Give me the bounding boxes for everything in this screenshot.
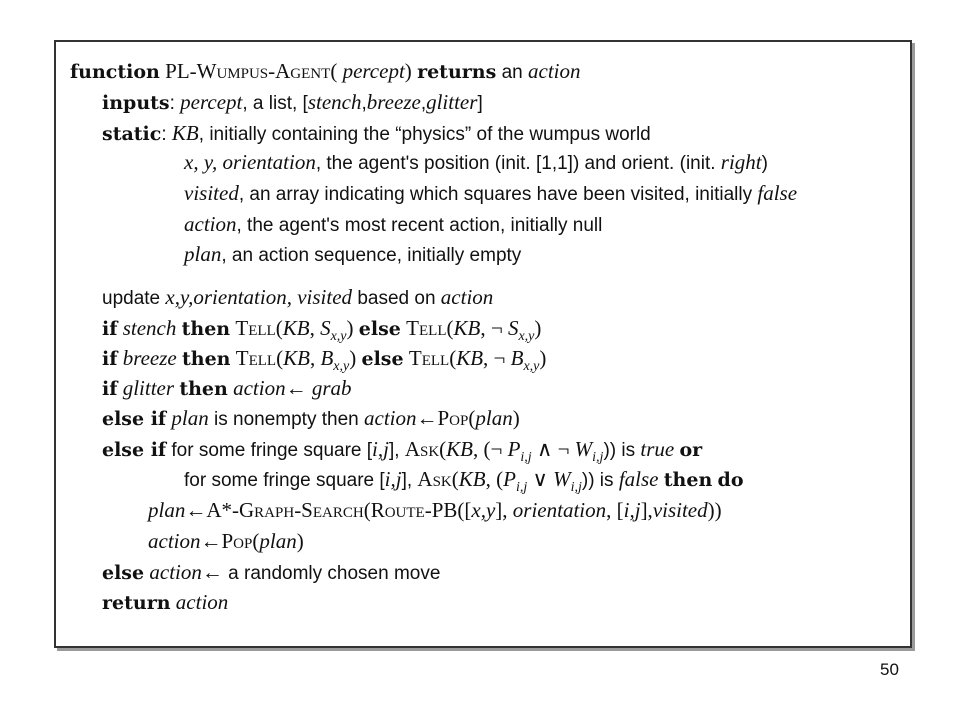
var-kb: KB [458,467,486,491]
text: , the agent's position (init. [1,1]) and orient. (init. [315,153,721,174]
line-function-header [70,59,581,85]
paren: ( [275,316,283,340]
left-arrow-icon: ← [201,560,223,584]
fn-tell: Tell [235,316,276,340]
text: ], [401,470,418,491]
paren: ( [449,346,457,370]
paren: ) [349,346,357,370]
kw-else: else [102,562,145,584]
line-static-visited [184,181,797,207]
kw-function: function [70,61,160,83]
paren: ( [276,346,284,370]
var-w: W [574,437,593,461]
fn-ask: Ask [417,467,452,491]
var-plan: plan [148,498,186,522]
comma-not: , ¬ [480,316,508,340]
text: , the agent's most recent action, initially null [236,215,603,236]
line-static-xyo [184,150,768,176]
var-ij: i,j [623,498,641,522]
left-arrow-icon: ← [200,529,222,553]
var-kb: KB [283,346,310,370]
var-plan: plan [184,242,222,266]
var-p: P [503,467,516,491]
text: for some fringe square [ [184,470,385,491]
left-arrow-icon: ← [185,498,207,522]
fn-tell: Tell [406,316,447,340]
paren: ) [296,529,304,553]
kw-then: then [181,318,231,340]
subscript: i,j [520,450,532,465]
line-return [102,590,228,616]
op-and-not: ∧ ¬ [531,437,575,461]
text: )) is [581,470,619,491]
var-ij: i,j [384,467,402,491]
line-inputs [102,90,483,116]
var-ij: i,j [372,437,389,461]
comma: , [309,316,321,340]
var-breeze: breeze [366,90,421,114]
var-kb: KB [171,121,199,145]
fn-pop: Pop [437,406,469,430]
comma-not: , ¬ [483,346,511,370]
subscript: i,j [592,450,604,465]
fn-route-pb: Route-PB [370,498,458,522]
var-action: action [233,376,286,400]
paren: ) [534,316,542,340]
line-else-if-plan [102,406,520,432]
text: ], [640,498,653,522]
left-arrow-icon: ← [416,406,438,430]
var-s: S [507,316,519,340]
var-visited: visited [184,181,239,205]
line-static [102,121,651,147]
paren: ( [446,316,454,340]
line-else-if-fringe [102,437,702,470]
line-static-action [184,212,602,238]
text: , ( [485,467,504,491]
subscript: i,j [515,480,528,495]
line-action-pop [148,529,304,555]
var-plan: plan [259,529,297,553]
paren: ( [451,467,459,491]
kw-inputs: inputs [102,92,170,114]
var-xyo: x, y, orientation [184,150,316,174]
var-breeze: breeze [122,346,177,370]
algorithm-box [54,40,912,648]
line-static-plan [184,242,521,268]
kw-static: static [102,123,162,145]
paren: ([ [457,498,472,522]
var-action: action [148,529,201,553]
var-plan: plan [171,406,209,430]
var-action: action [184,212,237,236]
text: , (¬ [473,437,508,461]
text-update: update [102,288,166,309]
paren: ) [512,406,520,430]
kw-if: if [102,348,118,370]
var-plan: plan [475,406,513,430]
text: is nonempty then [208,409,364,430]
paren: )) [707,498,722,522]
paren: ( [330,59,338,83]
var-percept: percept [180,90,243,114]
kw-then: then [663,469,713,491]
kw-if: if [102,378,118,400]
kw-else: else [358,318,401,340]
var-action: action [149,560,202,584]
kw-if: if [102,318,118,340]
var-stench: stench [122,316,177,340]
text: a randomly chosen move [222,563,441,584]
paren: ( [252,529,260,553]
var-kb: KB [453,316,481,340]
var-orientation: orientation [512,498,607,522]
comma: , [309,346,321,370]
text: , a list, [ [242,93,308,114]
paren: ) [404,59,412,83]
subscript: i,j [570,480,582,495]
var-s: S [320,316,331,340]
text-an: an [501,62,523,83]
fn-ask: Ask [404,437,440,461]
var-visited: visited [652,498,708,522]
var-b: B [320,346,334,370]
text: )) is [603,440,641,461]
var-w: W [553,467,571,491]
colon: : [169,93,175,114]
kw-else: else [361,348,404,370]
paren: ) [539,346,547,370]
var-kb: KB [446,437,473,461]
value-true: true [640,437,675,461]
text: , an action sequence, initially empty [221,245,522,266]
text: ], [495,498,513,522]
text: , [ [606,498,624,522]
var-xy: x,y [471,498,496,522]
line-else-random [102,560,440,586]
var-action: action [364,406,417,430]
kw-do: do [717,469,744,491]
var-b: B [510,346,524,370]
value-false: false [757,181,798,205]
bracket: ] [477,93,483,114]
var-glitter: glitter [122,376,175,400]
param-percept: percept [342,59,405,83]
var-kb: KB [282,316,310,340]
text: , initially containing the “physics” of the wumpus world [198,124,651,145]
paren: ) [346,316,354,340]
value-right: right [720,150,762,174]
fn-pop: Pop [221,529,253,553]
page-number: 50 [880,660,899,679]
kw-returns: returns [417,61,497,83]
text: , an array indicating which squares have been visited, initially [238,184,758,205]
return-action: action [528,59,581,83]
line-fringe-2 [184,467,744,500]
var-p: P [507,437,521,461]
value-grab: grab [311,376,352,400]
kw-then: then [179,378,228,400]
line-plan-assign [148,498,722,524]
paren: ) [761,153,768,174]
comma: , [420,93,427,114]
line-if-glitter [102,376,352,402]
text-astar: A*- [206,498,240,522]
subscript: x,y [330,329,347,344]
paren: ( [439,437,447,461]
kw-then: then [182,348,231,370]
subscript: x,y [333,359,350,374]
subscript: x,y [518,329,535,344]
fn-tell: Tell [235,346,277,370]
kw-else-if: else if [102,439,167,461]
line-if-breeze [102,346,546,379]
var-action: action [175,590,229,614]
left-arrow-icon: ← [285,376,307,400]
comma: , [361,93,367,114]
var-glitter: glitter [426,90,478,114]
fn-tell: Tell [408,346,450,370]
text: based on [352,288,441,309]
kw-return: return [102,592,171,614]
subscript: x,y [523,359,540,374]
var-kb: KB [456,346,484,370]
paren: ( [363,498,371,522]
var-action: action [440,285,494,309]
value-false: false [618,467,659,491]
colon: : [161,124,167,145]
fn-graph-search: Graph-Search [239,498,364,522]
op-or: ∨ [527,467,554,491]
line-update [102,285,493,311]
function-name: PL-Wumpus-Agent [165,59,331,83]
var-stench: stench [307,90,362,114]
line-if-stench [102,316,541,349]
kw-else-if: else if [102,408,167,430]
var-xyo-visited: x,y,orientation, visited [165,285,353,309]
kw-or: or [679,439,703,461]
text: ], [388,440,405,461]
text: for some fringe square [ [166,440,373,461]
paren: ( [468,406,476,430]
